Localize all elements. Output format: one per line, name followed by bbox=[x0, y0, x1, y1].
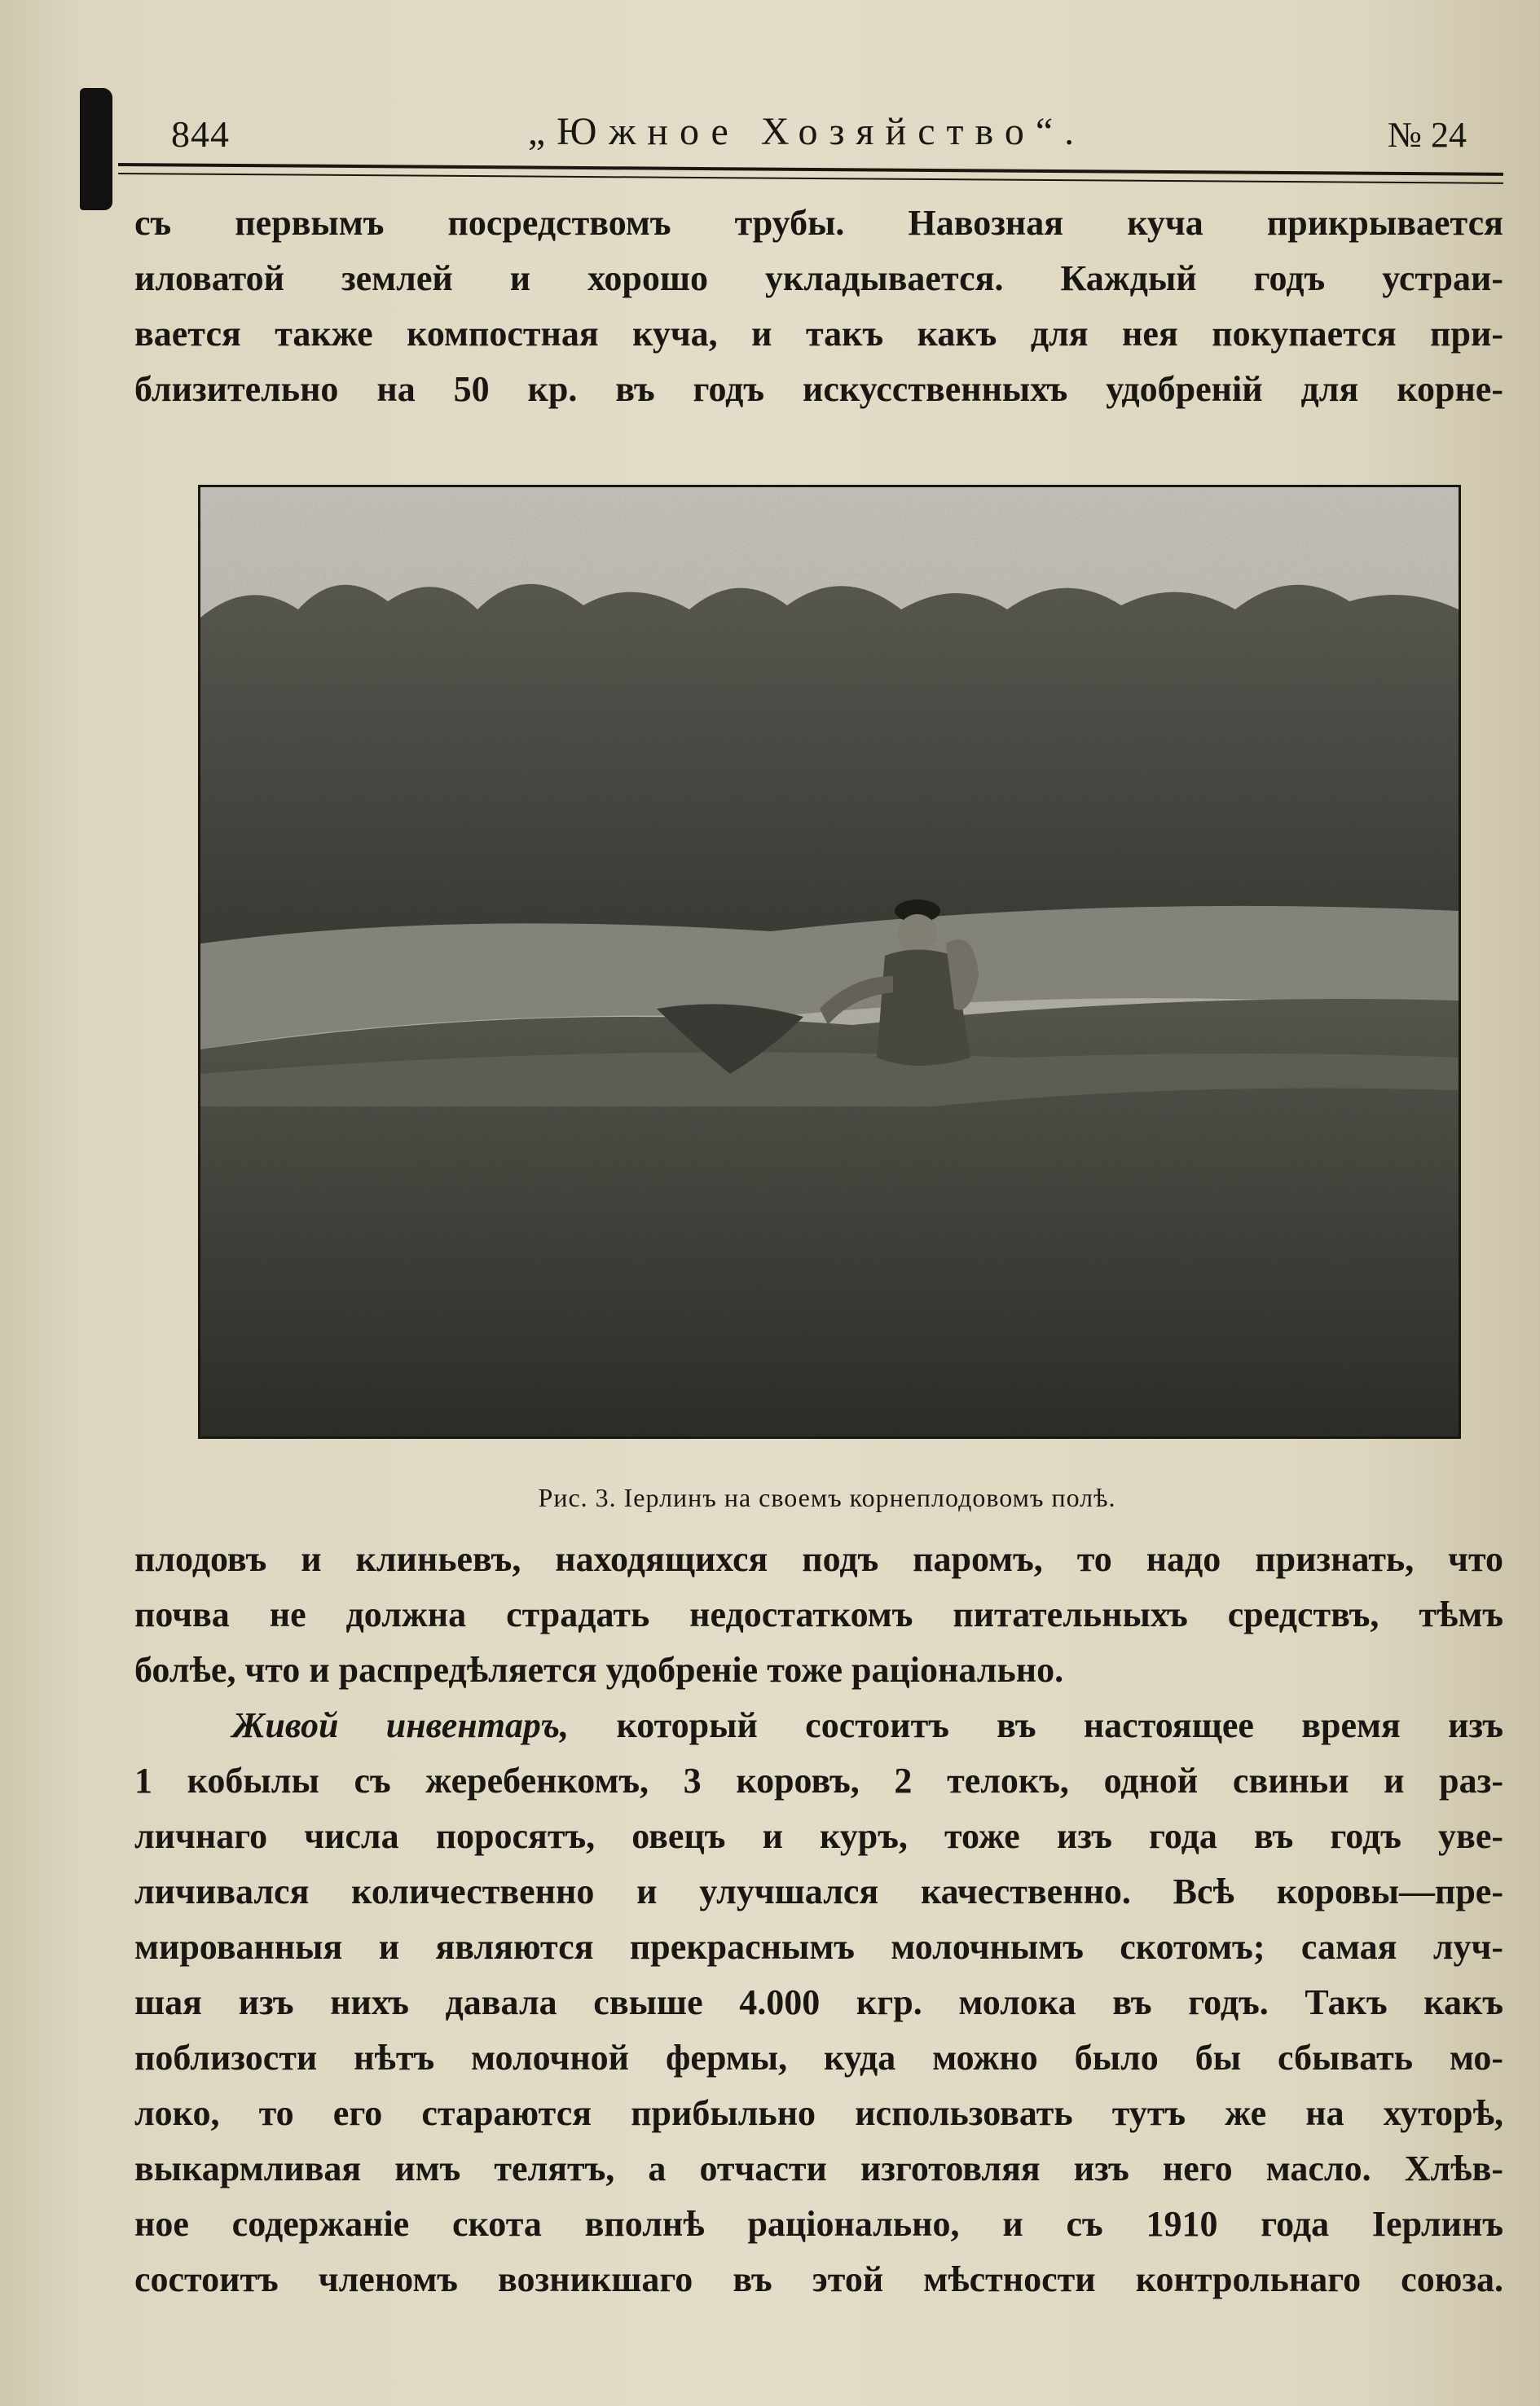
text-line: близительно на 50 кр. въ годъ искусственныхъ удобренiй для корне- bbox=[134, 369, 1503, 409]
page-number: 844 bbox=[171, 113, 230, 155]
text-line: съ первымъ посредствомъ трубы. Навозная куча прикрывается bbox=[134, 203, 1503, 243]
photograph-image bbox=[200, 487, 1459, 1436]
text-line: болѣе, что и распредѣляется удобренiе тоже рацiонально. bbox=[134, 1650, 1064, 1690]
text-line: поблизости нѣтъ молочной фермы, куда можно было бы сбывать мо- bbox=[134, 2038, 1503, 2078]
text-line: локо, то его стараются прибыльно использовать тутъ же на хуторѣ, bbox=[134, 2093, 1503, 2133]
text-line: мированныя и являются прекраснымъ молочнымъ скотомъ; самая луч- bbox=[134, 1927, 1503, 1967]
text-line: личнаго числа поросятъ, овецъ и куръ, тоже изъ года въ годъ уве- bbox=[134, 1816, 1503, 1856]
figure-caption: Рис. 3. Iерлинъ на своемъ корнеплодовомъ полѣ. bbox=[538, 1483, 1116, 1512]
binding-ink-mark bbox=[80, 88, 112, 210]
italic-lead-phrase: Живой инвентаръ, bbox=[232, 1705, 570, 1745]
journal-title: „Южное Хозяйство“. bbox=[527, 110, 1086, 153]
paragraph-first-line bbox=[134, 1698, 1503, 1753]
field-photograph bbox=[198, 485, 1461, 1439]
text-line: 1 кобылы съ жеребенкомъ, 3 коровъ, 2 телокъ, одной свиньи и раз- bbox=[134, 1761, 1503, 1801]
text-line: ное содержанiе скота вполнѣ рацiонально, и съ 1910 года Iерлинъ bbox=[134, 2204, 1503, 2244]
text-line: иловатой землей и хорошо укладывается. Каждый годъ устраи- bbox=[134, 258, 1503, 298]
text-line: выкармливая имъ телятъ, а отчасти изготовляя изъ него масло. Хлѣв- bbox=[134, 2149, 1503, 2188]
text-line: почва не должна страдать недостаткомъ питательныхъ средствъ, тѣмъ bbox=[134, 1594, 1503, 1634]
text-fragment: который состоитъ въ настоящее время изъ bbox=[569, 1705, 1503, 1745]
text-line: состоитъ членомъ возникшаго въ этой мѣстности контрольнаго союза. bbox=[134, 2259, 1503, 2299]
running-header bbox=[171, 106, 1467, 171]
text-line: вается также компостная куча, и такъ какъ для нея покупается при- bbox=[134, 314, 1503, 354]
text-line: шая изъ нихъ давала свыше 4.000 кгр. молока въ годъ. Такъ какъ bbox=[134, 1982, 1503, 2022]
text-line: плодовъ и клиньевъ, находящихся подъ паромъ, то надо признать, что bbox=[134, 1539, 1503, 1579]
body-text-bottom bbox=[134, 1532, 1503, 2307]
body-text-top bbox=[134, 196, 1503, 417]
text-line: личивался количественно и улучшался качественно. Всѣ коровы—пре- bbox=[134, 1872, 1503, 1911]
issue-number: № 24 bbox=[1388, 115, 1467, 155]
